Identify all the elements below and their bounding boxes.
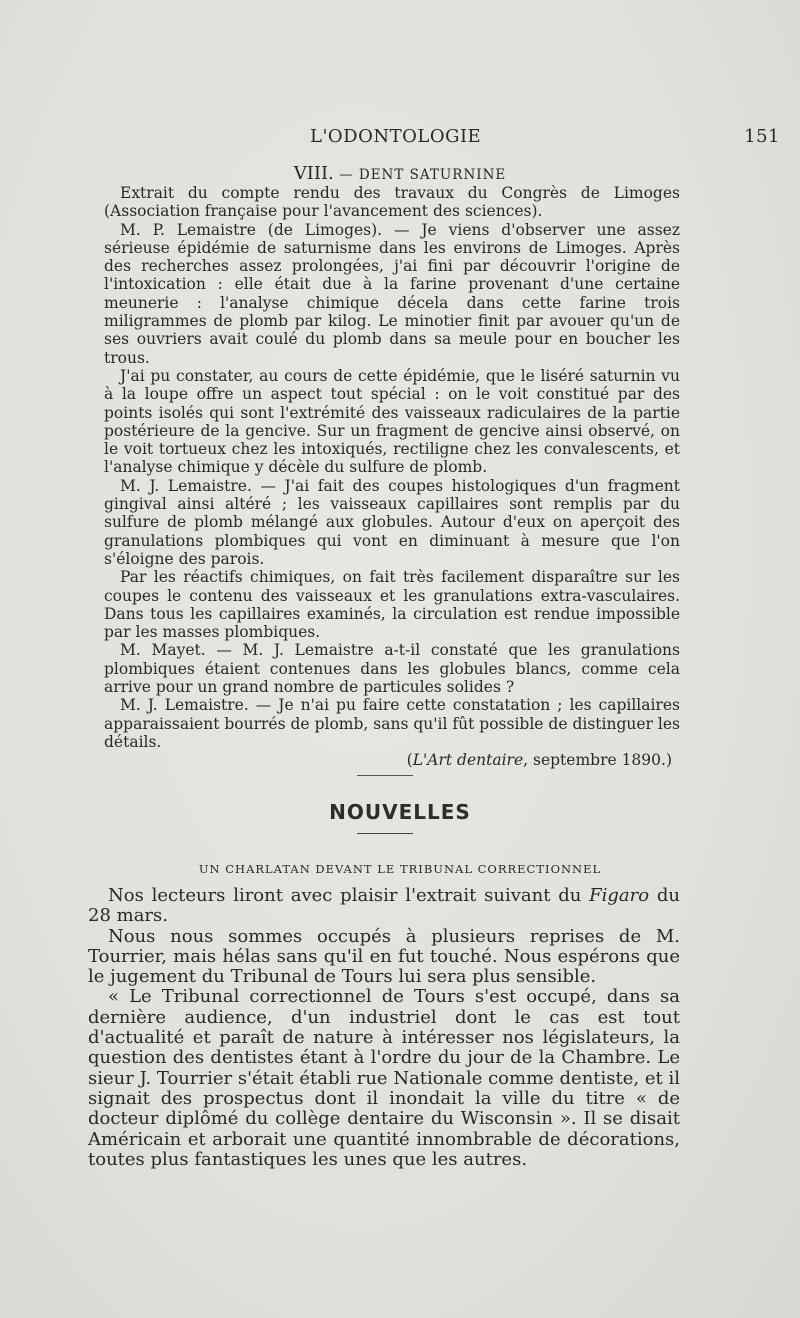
citation-open: ( (406, 751, 413, 770)
news-subheading: UN CHARLATAN DEVANT LE TRIBUNAL CORRECTIONNEL (198, 862, 602, 876)
paragraph: J'ai pu constater, au cours de cette épidémie, que le liséré saturnin vu à la loupe offre un aspect tout spécial : on le voit constitué par des points isolés qui sont l'extrémité des vaisseaux radiculaires de la partie postérieure de la gencive. Sur un fragment de gencive ainsi observé, on le voit tortueux chez les intoxiqués, rectiligne chez les convalescents, et l'analyse chimique y décèle du sulfure de plomb. (104, 366, 680, 477)
newspaper-name: Figaro (589, 885, 650, 906)
paragraph: M. J. Lemaistre. — Je n'ai pu faire cette constatation ; les capillaires apparaissaient bourrés de plomb, sans qu'il fût possible de distinguer les détails. (104, 696, 680, 751)
paragraph: M. P. Lemaistre (de Limoges). — Je viens d'observer une assez sérieuse épidémie de saturnisme dans les environs de Limoges. Après des recherches assez prolongées, j'ai fini par découvrir l'origine de l'intoxication : elle était due à la farine provenant d'une certaine meunerie : l'analyse chimique décela dans cette farine trois miligrammes de plomb par kilog. Le minotier finit par avouer qu'un de ses ouvriers avait coulé du plomb dans sa meule pour en boucher les trous. (104, 220, 680, 367)
citation-source: L'Art dentaire (412, 751, 524, 770)
paragraph: Par les réactifs chimiques, on fait très facilement disparaître sur les coupes le contenu des vaisseaux et les granulations extra-vasculaires. Dans tous les capillaires examinés, la circulation est rendue impossible par les masses plombiques. (104, 568, 680, 642)
article-dent-saturnine (104, 184, 680, 770)
paragraph: « Le Tribunal correctionnel de Tours s'est occupé, dans sa dernière audience, d'un industriel dont le cas est tout d'actualité et paraît de nature à intéresser nos législateurs, la question des dentistes étant à l'ordre du jour de la Chambre. Le sieur J. Tourrier s'était établi rue Nationale comme dentiste, et il signait des prospectus dont il inondait la ville du titre « de docteur diplômé du collège dentaire du Wisconsin ». Il se disait Américain et arborait une quantité innombrable de décorations, toutes plus fantastiques les unes que les autres. (88, 986, 680, 1170)
paragraph: M. J. Lemaistre. — J'ai fait des coupes histologiques d'un fragment gingival ainsi altéré ; les vaisseaux capillaires sont remplis par du sulfure de plomb mélangé aux globules. Autour d'eux on aperçoit des granulations plombiques qui vont en diminuant à mesure que l'on s'éloigne des parois. (104, 476, 680, 568)
page-number: 151 (744, 126, 780, 147)
section-title: — DENT SATURNINE (339, 167, 507, 183)
heading-underline (357, 833, 413, 834)
paragraph: M. Mayet. — M. J. Lemaistre a-t-il constaté que les granulations plombiques étaient contenues dans les globules blancs, comme cela arrive pour un grand nombre de particules solides ? (104, 641, 680, 697)
intro-date: du 28 mars. (88, 885, 681, 927)
running-title: L'ODONTOLOGIE (310, 126, 482, 147)
paragraph: Nous nous sommes occupés à plusieurs reprises de M. Tourrier, mais hélas sans qu'il en fut touché. Nous espérons que le jugement du Tribunal de Tours lui sera plus sensible. (88, 925, 680, 988)
intro-text: Nos lecteurs liront avec plaisir l'extrait suivant du (108, 885, 590, 906)
citation (104, 751, 680, 769)
paragraph: Extrait du compte rendu des travaux du Congrès de Limoges (Association française pour l'avancement des sciences). (104, 184, 680, 221)
citation-date: , septembre 1890.) (523, 751, 672, 770)
news-heading: NOUVELLES (329, 800, 471, 824)
paragraph (88, 886, 680, 927)
section-heading (0, 163, 800, 184)
section-number: VIII. (293, 163, 334, 184)
article-charlatan (88, 886, 680, 1170)
separator-rule (357, 775, 413, 776)
